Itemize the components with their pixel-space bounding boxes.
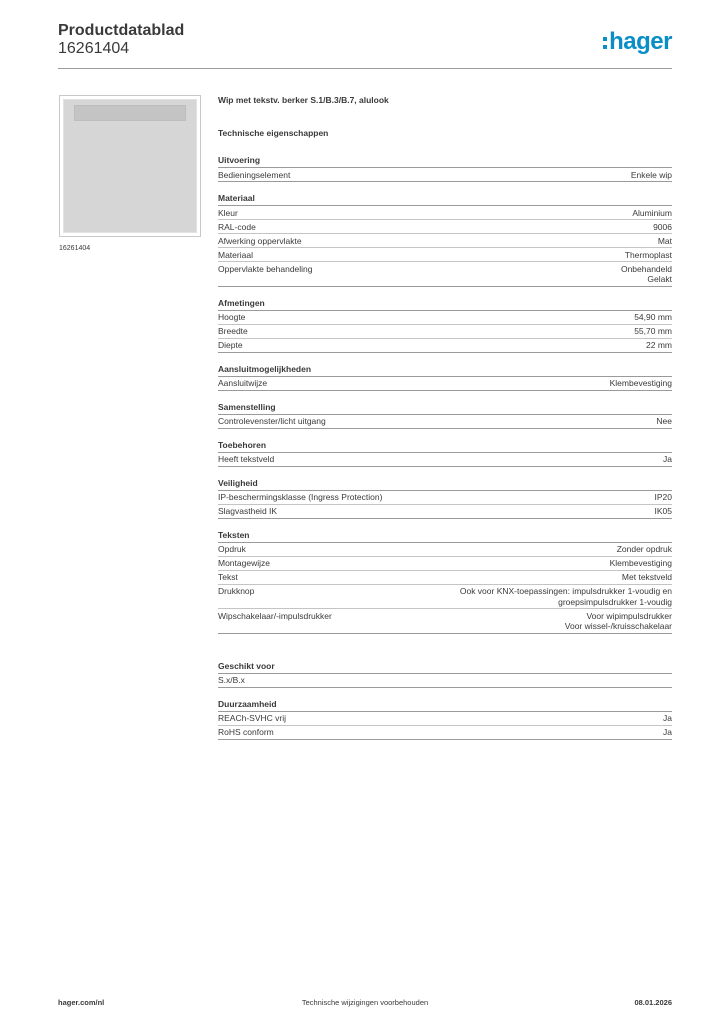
spec-value: Onbehandeld Gelakt [620,263,672,284]
spec-value: Met tekstveld [621,572,672,582]
header-divider [58,68,672,69]
section-title: Materiaal [218,192,672,206]
logo-dots-icon [603,37,607,49]
spec-name: RoHS conform [218,727,274,737]
spec-row [218,262,672,287]
product-specs [218,95,672,740]
section-title: Toebehoren [218,439,672,453]
spec-row [218,415,672,429]
product-name: Wip met tekstv. berker S.1/B.3/B.7, alulook [218,95,389,105]
section-title: Samenstelling [218,401,672,415]
spec-value: Thermoplast [624,249,672,260]
spec-name: Aansluitwijze [218,378,268,388]
spec-value: Aluminium [632,207,672,218]
spec-row [218,585,672,610]
spec-name: Montagewijze [218,558,270,568]
document-title: Productdatablad [58,22,185,39]
spec-row [218,491,672,505]
section-title: Aansluitmogelijkheden [218,363,672,377]
footer-website[interactable]: hager.com/nl [58,998,105,1007]
section-title: Duurzaamheid [218,698,672,712]
spec-value: IK05 [654,506,672,516]
spec-value: 22 mm [646,340,672,350]
spec-row [218,674,672,688]
spec-row [218,339,672,353]
footer-date: 08.01.2026 [634,998,672,1007]
spec-title: Technische eigenschappen [218,128,329,138]
spec-row [218,571,672,585]
spec-name: Kleur [218,207,238,218]
spec-name: Oppervlakte behandeling [218,263,313,274]
spec-value: Ja [663,713,672,723]
spec-value: Klembevestiging [609,378,672,388]
section-title: Geschikt voor [218,660,672,674]
spec-name: Wipschakelaar/-impulsdrukker [218,610,332,621]
spec-name: REACh-SVHC vrij [218,713,287,723]
hager-logo [603,28,672,56]
spec-name: Opdruk [218,544,246,554]
spec-row [218,712,672,726]
spec-row [218,505,672,519]
spec-value: Ja [663,454,672,464]
spec-row [218,168,672,182]
spec-value: 55,70 mm [634,326,672,336]
spec-row [218,234,672,248]
spec-value: 54,90 mm [634,312,672,322]
product-image [59,95,201,237]
spec-row [218,453,672,467]
spec-name: IP-beschermingsklasse (Ingress Protection) [218,492,383,502]
logo-text: hager [609,28,672,55]
document-header [58,22,184,58]
spec-value: Enkele wip [630,169,672,180]
spec-name: RAL-code [218,221,256,232]
spec-row [218,325,672,339]
spec-name: Heeft tekstveld [218,454,275,464]
section-spacer [218,634,672,650]
spec-row [218,609,672,634]
spec-value: Ja [663,727,672,737]
section-title: Veiligheid [218,477,672,491]
spec-value: IP20 [654,492,672,502]
spec-name: Drukknop [218,586,255,596]
rocker-face [63,99,197,233]
spec-name: Breedte [218,326,248,336]
spec-name: Hoogte [218,312,246,322]
spec-row [218,377,672,391]
footer-disclaimer: Technische wijzigingen voorbehouden [301,998,429,1007]
section-title: Afmetingen [218,297,672,311]
spec-value: 9006 [653,221,672,232]
spec-name: Slagvastheid IK [218,506,278,516]
spec-value: Mat [657,235,672,246]
spec-name: Bedieningselement [218,169,291,180]
spec-sections [218,154,672,740]
spec-row [218,543,672,557]
spec-row [218,248,672,262]
section-title: Teksten [218,529,672,543]
spec-value: Zonder opdruk [616,544,672,554]
section-title: Uitvoering [218,154,672,168]
spec-row [218,206,672,220]
spec-name: Materiaal [218,249,253,260]
product-number: 16261404 [58,40,130,57]
spec-row [218,557,672,571]
image-caption: 16261404 [59,245,91,252]
spec-name: S.x/B.x [218,675,245,685]
spec-name: Controlevenster/licht uitgang [218,416,326,426]
spec-value: Voor wipimpulsdrukker Voor wissel-/kruisschakelaar [564,610,672,631]
spec-value: Ook voor KNX-toepassingen: impulsdrukker 1-voudig en groepsimpulsdrukker 1-voudig [459,586,672,607]
label-window [74,105,186,121]
spec-name: Diepte [218,340,243,350]
spec-name: Afwerking oppervlakte [218,235,302,246]
spec-row [218,726,672,740]
spec-name: Tekst [218,572,238,582]
spec-row [218,220,672,234]
spec-value: Nee [656,416,672,426]
spec-row [218,311,672,325]
spec-value: Klembevestiging [609,558,672,568]
